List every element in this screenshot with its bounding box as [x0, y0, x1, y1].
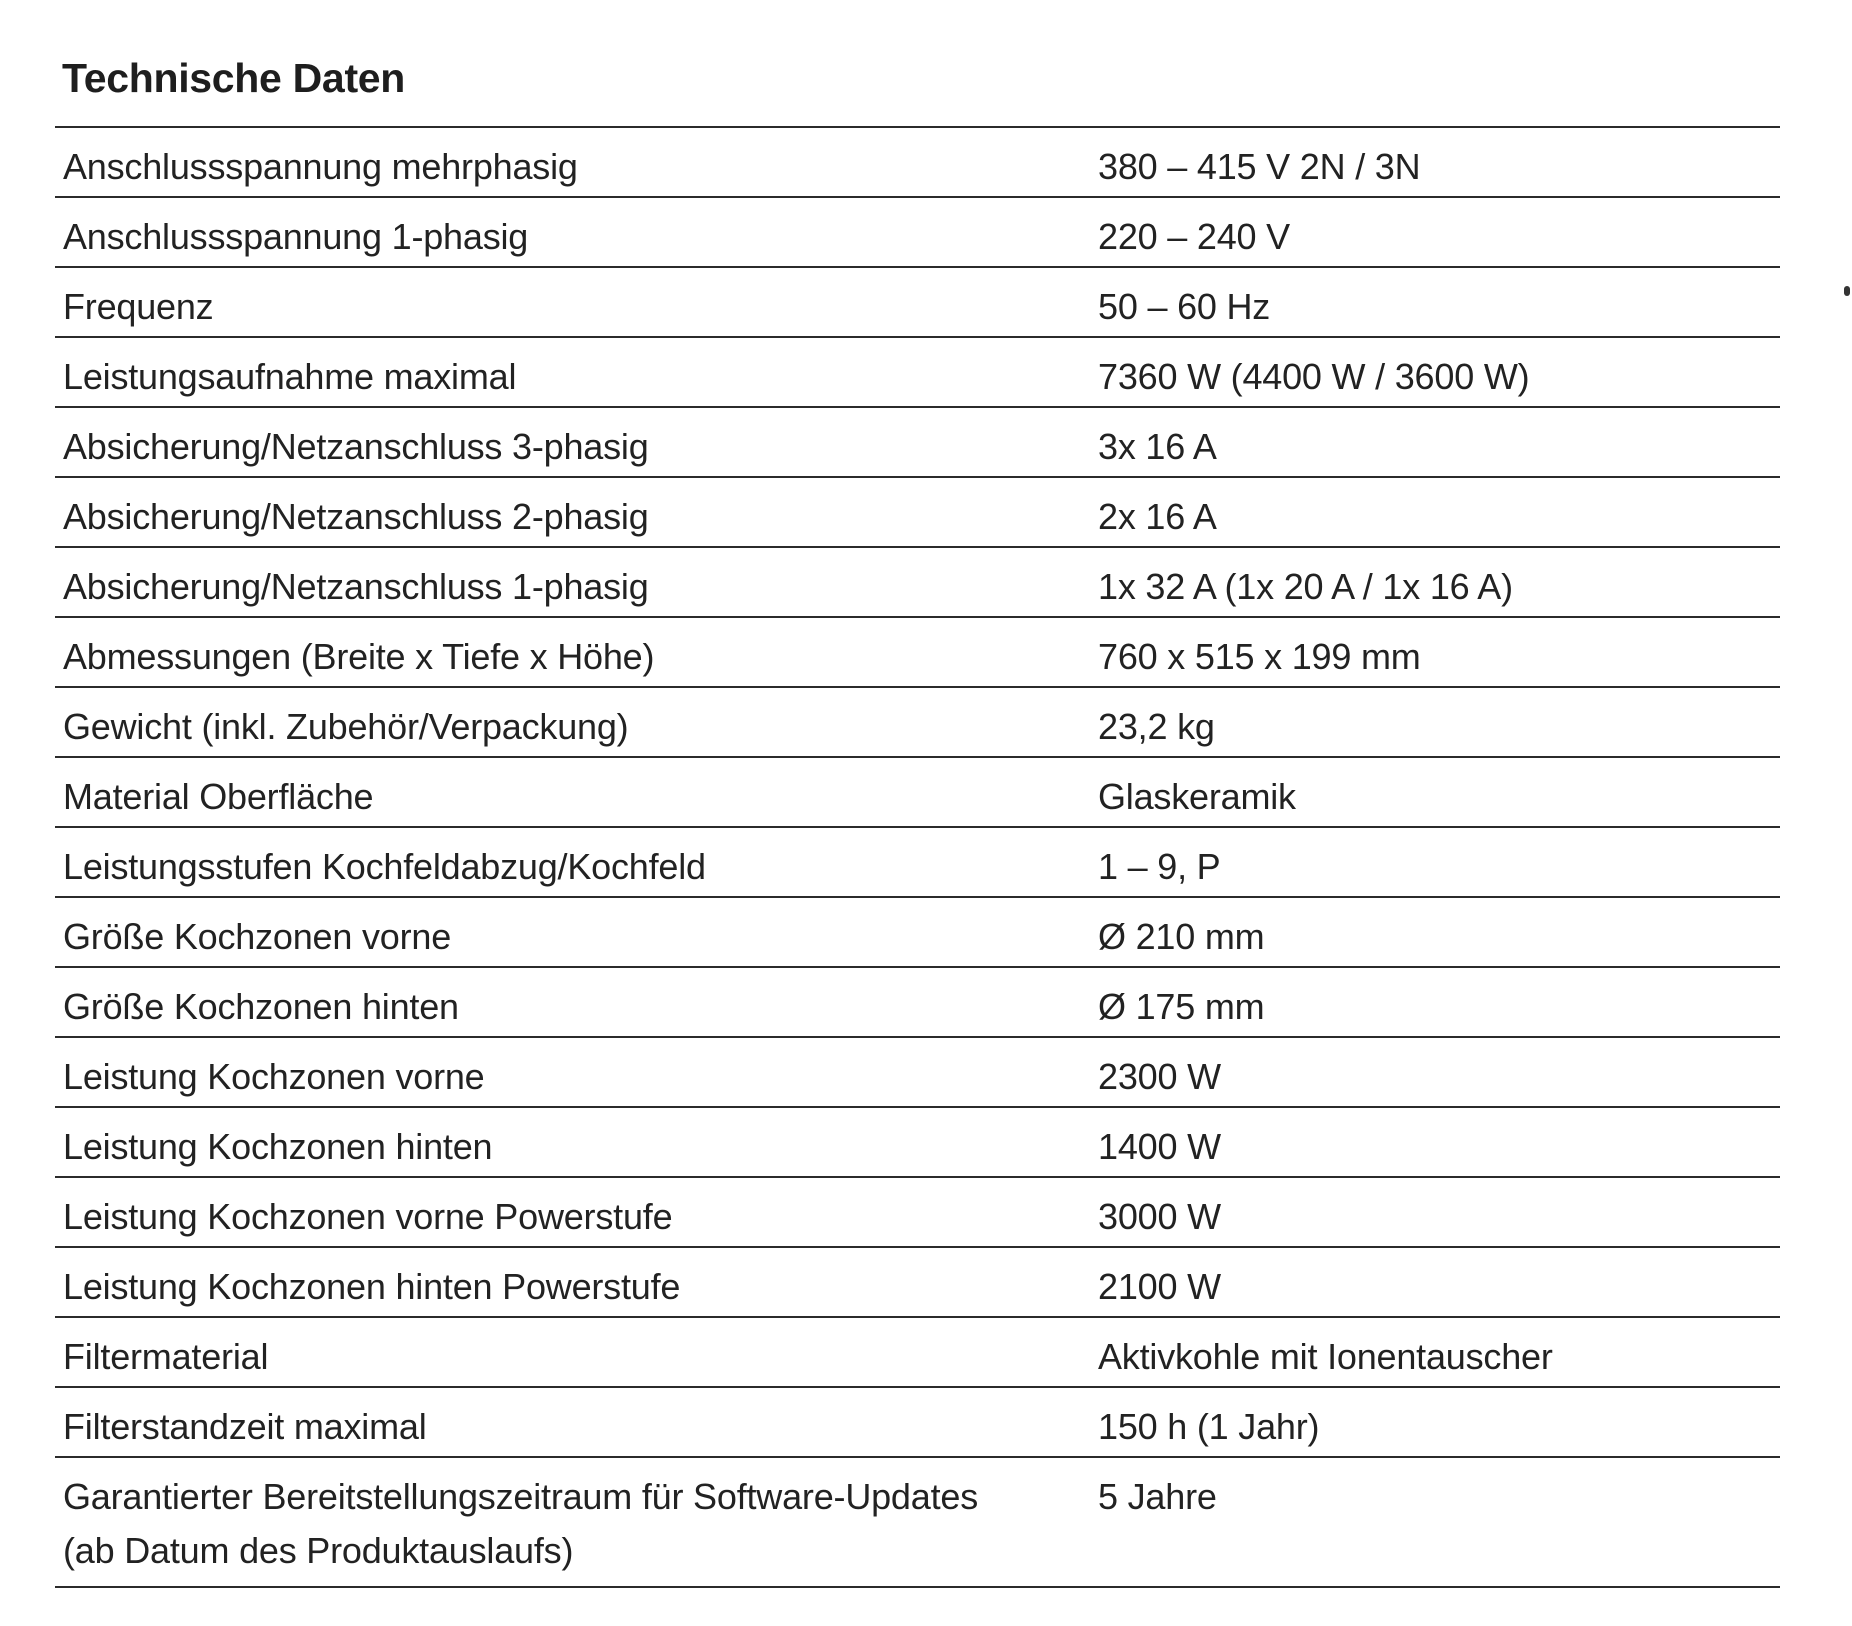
spec-label: Leistungsstufen Kochfeldabzug/Kochfeld [63, 846, 706, 887]
spec-label: Garantierter Bereitstellungszeitraum für Software-Updates (ab Datum des Produktauslaufs) [63, 1476, 979, 1571]
spec-value: 5 Jahre [1098, 1476, 1217, 1517]
spec-value: Glaskeramik [1098, 776, 1296, 817]
spec-label: Anschlussspannung 1-phasig [63, 216, 529, 257]
table-row [55, 1038, 1780, 1108]
spec-label: Größe Kochzonen hinten [63, 986, 459, 1027]
table-row [55, 338, 1780, 408]
spec-value: Ø 210 mm [1098, 916, 1265, 957]
spec-value: 380 – 415 V 2N / 3N [1098, 146, 1421, 187]
spec-value: 2x 16 A [1098, 496, 1217, 537]
table-row [55, 688, 1780, 758]
spec-value: Ø 175 mm [1098, 986, 1265, 1027]
spec-label: Leistung Kochzonen hinten Powerstufe [63, 1266, 681, 1307]
spec-label: Größe Kochzonen vorne [63, 916, 452, 957]
spec-value: 23,2 kg [1098, 706, 1215, 747]
table-row [55, 1248, 1780, 1318]
section-title: Technische Daten [62, 55, 406, 101]
spec-label: Abmessungen (Breite x Tiefe x Höhe) [63, 636, 655, 677]
spec-value: Aktivkohle mit Ionentauscher [1098, 1336, 1553, 1377]
table-row [55, 128, 1780, 198]
spec-value: 3000 W [1098, 1196, 1221, 1237]
table-row [55, 898, 1780, 968]
table-row [55, 478, 1780, 548]
table-row [55, 1178, 1780, 1248]
spec-value: 2300 W [1098, 1056, 1221, 1097]
table-row [55, 828, 1780, 898]
spec-value: 150 h (1 Jahr) [1098, 1406, 1320, 1447]
spec-label: Leistung Kochzonen hinten [63, 1126, 493, 1167]
table-row [55, 758, 1780, 828]
spec-label: Material Oberfläche [63, 776, 374, 817]
table-row [55, 1108, 1780, 1178]
spec-label: Filterstandzeit maximal [63, 1406, 427, 1447]
table-row [55, 1458, 1780, 1588]
table-row [55, 1388, 1780, 1458]
spec-label: Leistungsaufnahme maximal [63, 356, 517, 397]
spec-table [55, 126, 1780, 1588]
spec-value: 7360 W (4400 W / 3600 W) [1098, 356, 1530, 397]
spec-label: Filtermaterial [63, 1336, 269, 1377]
spec-value: 2100 W [1098, 1266, 1221, 1307]
spec-label: Absicherung/Netzanschluss 3-phasig [63, 426, 649, 467]
spec-value: 760 x 515 x 199 mm [1098, 636, 1421, 677]
table-row [55, 968, 1780, 1038]
table-row [55, 408, 1780, 478]
edge-mark [1844, 286, 1850, 296]
spec-label: Frequenz [63, 286, 214, 327]
table-row [55, 1318, 1780, 1388]
table-row [55, 548, 1780, 618]
spec-value: 1x 32 A (1x 20 A / 1x 16 A) [1098, 566, 1513, 607]
spec-value: 50 – 60 Hz [1098, 286, 1271, 327]
spec-label: Absicherung/Netzanschluss 2-phasig [63, 496, 649, 537]
spec-label: Leistung Kochzonen vorne Powerstufe [63, 1196, 673, 1237]
table-row [55, 618, 1780, 688]
table-row [55, 198, 1780, 268]
spec-value: 3x 16 A [1098, 426, 1217, 467]
spec-label: Leistung Kochzonen vorne [63, 1056, 485, 1097]
table-row [55, 268, 1780, 338]
spec-label: Anschlussspannung mehrphasig [63, 146, 578, 187]
spec-label: Absicherung/Netzanschluss 1-phasig [63, 566, 649, 607]
spec-label: Gewicht (inkl. Zubehör/Verpackung) [63, 706, 629, 747]
spec-value: 1400 W [1098, 1126, 1221, 1167]
spec-value: 220 – 240 V [1098, 216, 1290, 257]
spec-value: 1 – 9, P [1098, 846, 1221, 887]
